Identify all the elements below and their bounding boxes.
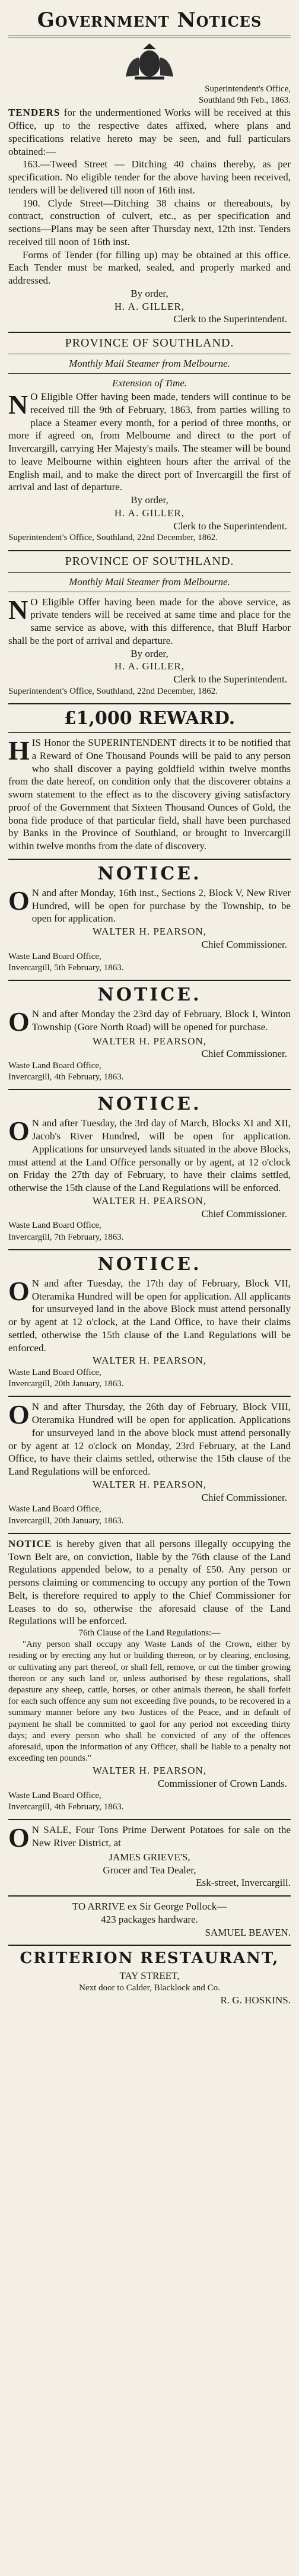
reward-body-text: IS Honor the SUPERINTENDENT directs it to be notified that a Reward of One Thousand Pounds will be paid to any person who shall discover a paying goldfield within twelve months from the date hereof, on condition only that the discoverer obtains a sworn statement to the effect as to the discovery giving satisfactory proof of the Government that Sixteen Thousand Ounces of Gold, the bona fide produce of that particular field, shall have been purchased by Banks in the Province of Southland, or brought to Invercargill within twelve months from the date of discovery. (8, 737, 291, 852)
tenders-by-order: By order, (131, 287, 168, 299)
mail2-signer-title: Clerk to the Superintendent. (173, 674, 287, 685)
tenders-line-3: Forms of Tender (for filling up) may be obtained at this office. Each Tender must be marked, sealed, and properly marked and addressed. (8, 249, 291, 287)
divider (8, 859, 291, 860)
notice-drop-cap: O (8, 885, 30, 916)
notice-body (8, 1400, 291, 1478)
criterion-street: TAY STREET, (119, 1970, 180, 1982)
mail-steamer-notice-1 (8, 336, 291, 544)
notice-drop-cap: O (8, 1116, 30, 1146)
townbelt-clause-header: 76th Clause of the Land Regulations:— (78, 1628, 221, 1638)
divider (8, 1819, 291, 1820)
mail1-body (8, 390, 291, 494)
land-notice-2 (8, 1094, 291, 1243)
notice-signer-title: Chief Commissioner. (201, 1048, 287, 1060)
criterion-signer: R. G. HOSKINS. (220, 1994, 291, 2006)
notice-date: Invercargill, 4th February, 1863. (8, 1072, 124, 1082)
notice-date: Invercargill, 20th January, 1863. (8, 1379, 124, 1389)
tenders-line-0: for the undermentioned Works will be received at this Office, up to the respective dates affixed, where plans and specifications relative hereto may be seen, and full particulars obtained:— (8, 107, 291, 157)
divider (8, 373, 291, 374)
notice-signer-title: Chief Commissioner. (201, 1208, 287, 1219)
masthead-title: Government Notices (37, 8, 262, 32)
divider (8, 572, 291, 573)
arrive-sub: 423 packages hardware. (101, 1913, 198, 1925)
land-notice-0 (8, 863, 291, 974)
sale-addr: Esk-street, Invercargill. (196, 1877, 291, 1889)
notice-office: Waste Land Board Office, (8, 1221, 101, 1231)
townbelt-body-text: is hereby given that all persons illegally occupying the Town Belt are, on conviction, liable by the 76th clause of the Land Regulations appended below, to a penalty of £50. Any person or persons claiming or commencing to occupy any portion of the Town Belt, is therefore required to apply to the Chief Commissioner for Leases to do so, otherwise the aforesaid clause of the Land Regulations will be enforced. (8, 1538, 291, 1627)
notice-body (8, 887, 291, 925)
tenders-lead (8, 106, 291, 158)
divider (8, 1249, 291, 1250)
mail1-signer: H. A. GILLER, (114, 507, 185, 519)
divider (8, 1945, 291, 1946)
notice-signer: WALTER H. PEARSON, (92, 926, 207, 937)
divider (8, 550, 291, 551)
notice-office: Waste Land Board Office, (8, 1368, 101, 1378)
mail1-by-order: By order, (131, 494, 168, 506)
mail1-header: PROVINCE OF SOUTHLAND. (65, 336, 234, 350)
mail2-body-text: O Eligible Offer having been made for the above service, as private tenders will be received at same time and place for the same service as above, with this difference, that Bluff Harbor shall be the port of arrival and departure. (8, 596, 291, 646)
townbelt-signer-title: Commissioner of Crown Lands. (157, 1778, 287, 1790)
townbelt-signer: WALTER H. PEARSON, (92, 1765, 207, 1777)
notice-date: Invercargill, 20th January, 1863. (8, 1516, 124, 1526)
divider (8, 1089, 291, 1090)
mail-steamer-notice-2 (8, 555, 291, 697)
notice-body-text: N and after Tuesday, the 17th day of February, Block VII, Oteramika Hundred will be open for application. All applicants for unsurveyed land in the above Block must attend personally or by agent at 12 o'clock, at the Land Office, to have their claims settled, otherwise the 15th clause of the Land Regulations will be enforced. (8, 1277, 291, 1354)
notice-signer: WALTER H. PEARSON, (92, 1195, 207, 1206)
notice-drop-cap: O (8, 1275, 30, 1306)
divider (8, 1396, 291, 1397)
notice-office: Waste Land Board Office, (8, 951, 101, 961)
royal-crest-icon (117, 41, 182, 82)
mail2-subheader: Monthly Mail Steamer from Melbourne. (69, 576, 230, 587)
divider (8, 1533, 291, 1534)
arrive-signer: SAMUEL BEAVEN. (205, 1926, 291, 1938)
townbelt-office: Waste Land Board Office, (8, 1790, 101, 1800)
mail1-drop-cap: N (8, 389, 28, 420)
notice-title: NOTICE. (97, 984, 202, 1005)
notice-body-text: N and after Tuesday, the 3rd day of March, Blocks XI and XII, Jacob's River Hundred, will be open for application. Applications for unsurveyed lands situated in the above Blocks, must attend at the Land Office personally or by agent, at 12 o'clock on Friday the 27th day of February, to have their claims settled, otherwise the 15th clause of the Land Regulations will be enforced. (8, 1117, 291, 1194)
town-belt-notice (8, 1538, 291, 1813)
notice-body (8, 1277, 291, 1355)
notice-body-text: N and after Thursday, the 26th day of February, Block VIII, Oteramika Hundred will be open for application. Applications for unsurveyed land in the above block must attend personally or by agent at 12 o'clock on Monday, 23rd February, at the Land Office, to have their claims settled, otherwise the 15th clause of the Land Regulations will be enforced. (8, 1401, 291, 1478)
townbelt-date: Invercargill, 4th February, 1863. (8, 1802, 124, 1812)
tenders-lead-word: TENDERS (8, 107, 61, 119)
divider (8, 732, 291, 733)
sale-body (8, 1822, 291, 1853)
land-notice-1 (8, 984, 291, 1084)
notice-signer-title: Chief Commissioner. (201, 1491, 287, 1503)
mail2-header: PROVINCE OF SOUTHLAND. (65, 554, 234, 568)
mail1-signer-title: Clerk to the Superintendent. (173, 520, 287, 532)
notice-body-text: N and after Monday, 16th inst., Sections 2, Block V, New River Hundred, will be open for purchase by the Township, to be open for application. (31, 887, 291, 925)
divider (8, 332, 291, 333)
notice-title: NOTICE. (97, 1253, 202, 1275)
mail1-body-text: O Eligible Offer having been made, tenders will continue to be received till the 9th of February, 1863, from parties willing to place a Steamer every month, for a period of three months, or more if agreed on, from Melbourne and direct to the port of Invercargill, carrying Her Majesty's mails. The steamer will be bound to leave Melbourne within eighteen hours after the arrival of the English mail, and to make the direct port of Invercargill the first of arrival and last of departure. (8, 391, 291, 493)
reward-title: £1,000 REWARD. (63, 708, 236, 729)
land-notice-4 (8, 1400, 291, 1526)
townbelt-clause: "Any person shall occupy any Waste Lands of the Crown, either by residing or by erecting any hut or building thereon, or by clearing, enclosing, or cultivating any part thereof, or shall fell, remove, or cut the timber growing thereon or any such land or, unless authorised by these regulations, shall depasture any sheep, cattle, horses, or other animals thereon, he shall forfeit for each such offence any sum not exceeding five pounds, to be recovered in a summary manner before any two Justices of the Peace, and in default of payment he shall be committed to gaol for any period not exceeding thirty days; and every person who shall be convicted of any of the offences aforesaid, upon the information of any Officer, shall be liable to a penalty not exceeding ten pounds." (8, 1640, 291, 1764)
notice-date: Invercargill, 5th February, 1863. (8, 963, 124, 973)
notice-signer: WALTER H. PEARSON, (92, 1478, 207, 1490)
notice-signer-title: Chief Commissioner. (201, 938, 287, 950)
tenders-office: Superintendent's Office, (205, 84, 291, 94)
reward-notice (8, 708, 291, 853)
mail1-extension: Extension of Time. (112, 377, 187, 389)
notice-office: Waste Land Board Office, (8, 1061, 101, 1071)
divider (8, 703, 291, 704)
sale-body-text: N SALE, Four Tons Prime Derwent Potatoes for sale on the New River District, at (31, 1824, 291, 1848)
tenders-signer-title: Clerk to the Superintendent. (173, 313, 287, 325)
notice-drop-cap: O (8, 1399, 30, 1430)
mail1-subheader: Monthly Mail Steamer from Melbourne. (69, 358, 230, 370)
masthead-rule (8, 36, 291, 37)
arrive-line: TO ARRIVE ex Sir George Pollock— (72, 1901, 227, 1913)
criterion-title: CRITERION RESTAURANT, (20, 1949, 279, 1968)
reward-drop-cap: H (8, 735, 30, 766)
divider (8, 980, 291, 981)
notice-title: NOTICE. (97, 1094, 202, 1115)
mail2-body (8, 596, 291, 647)
mail2-drop-cap: N (8, 594, 28, 625)
tenders-date: Southland 9th Feb., 1863. (198, 96, 291, 106)
notice-drop-cap: O (8, 1006, 30, 1037)
criterion-near: Next door to Calder, Blacklock and Co. (79, 1983, 220, 1993)
divider (8, 1895, 291, 1897)
tenders-notice (8, 41, 291, 326)
mail2-by-order: By order, (131, 647, 168, 659)
notice-date: Invercargill, 7th February, 1863. (8, 1232, 124, 1242)
mail1-footer: Superintendent's Office, Southland, 22nd December, 1862. (8, 533, 218, 543)
townbelt-body (8, 1538, 291, 1628)
notice-signer: WALTER H. PEARSON, (92, 1035, 207, 1047)
mail2-footer: Superintendent's Office, Southland, 22nd December, 1862. (8, 686, 218, 696)
tenders-signer: H. A. GILLER, (114, 300, 185, 312)
townbelt-lead: NOTICE (8, 1538, 52, 1549)
sale-name: JAMES GRIEVE'S, (109, 1851, 190, 1863)
notice-body (8, 1006, 291, 1037)
mail2-signer: H. A. GILLER, (114, 660, 185, 672)
sale-drop-cap: O (8, 1822, 30, 1853)
land-notice-3 (8, 1254, 291, 1390)
arrival-ad (8, 1900, 291, 1939)
notice-body-text: N and after Monday the 23rd day of February, Block I, Winton Township (Gore North Road) will be opened for purchase. (31, 1008, 291, 1033)
reward-body (8, 736, 291, 853)
potatoes-sale-ad (8, 1824, 291, 1889)
tenders-line-2: 190. Clyde Street—Ditching 38 chains or thereabouts, by contract, construction of culvert, etc., as per specification and sections—Plans may be seen after Thursday next, 12th inst. Tenders received till noon of 16th inst. (8, 197, 291, 247)
notice-office: Waste Land Board Office, (8, 1504, 101, 1514)
notice-signer: WALTER H. PEARSON, (92, 1355, 207, 1367)
tenders-line-1: 163.—Tweed Street — Ditching 40 chains thereby, as per specification. No eligible tender for the above having been received, tenders will be delivered till noon of 16th inst. (8, 158, 291, 196)
criterion-ad (8, 1949, 291, 2007)
sale-sub: Grocer and Tea Dealer, (103, 1864, 196, 1876)
notice-body (8, 1117, 291, 1195)
notice-title: NOTICE. (97, 863, 202, 884)
